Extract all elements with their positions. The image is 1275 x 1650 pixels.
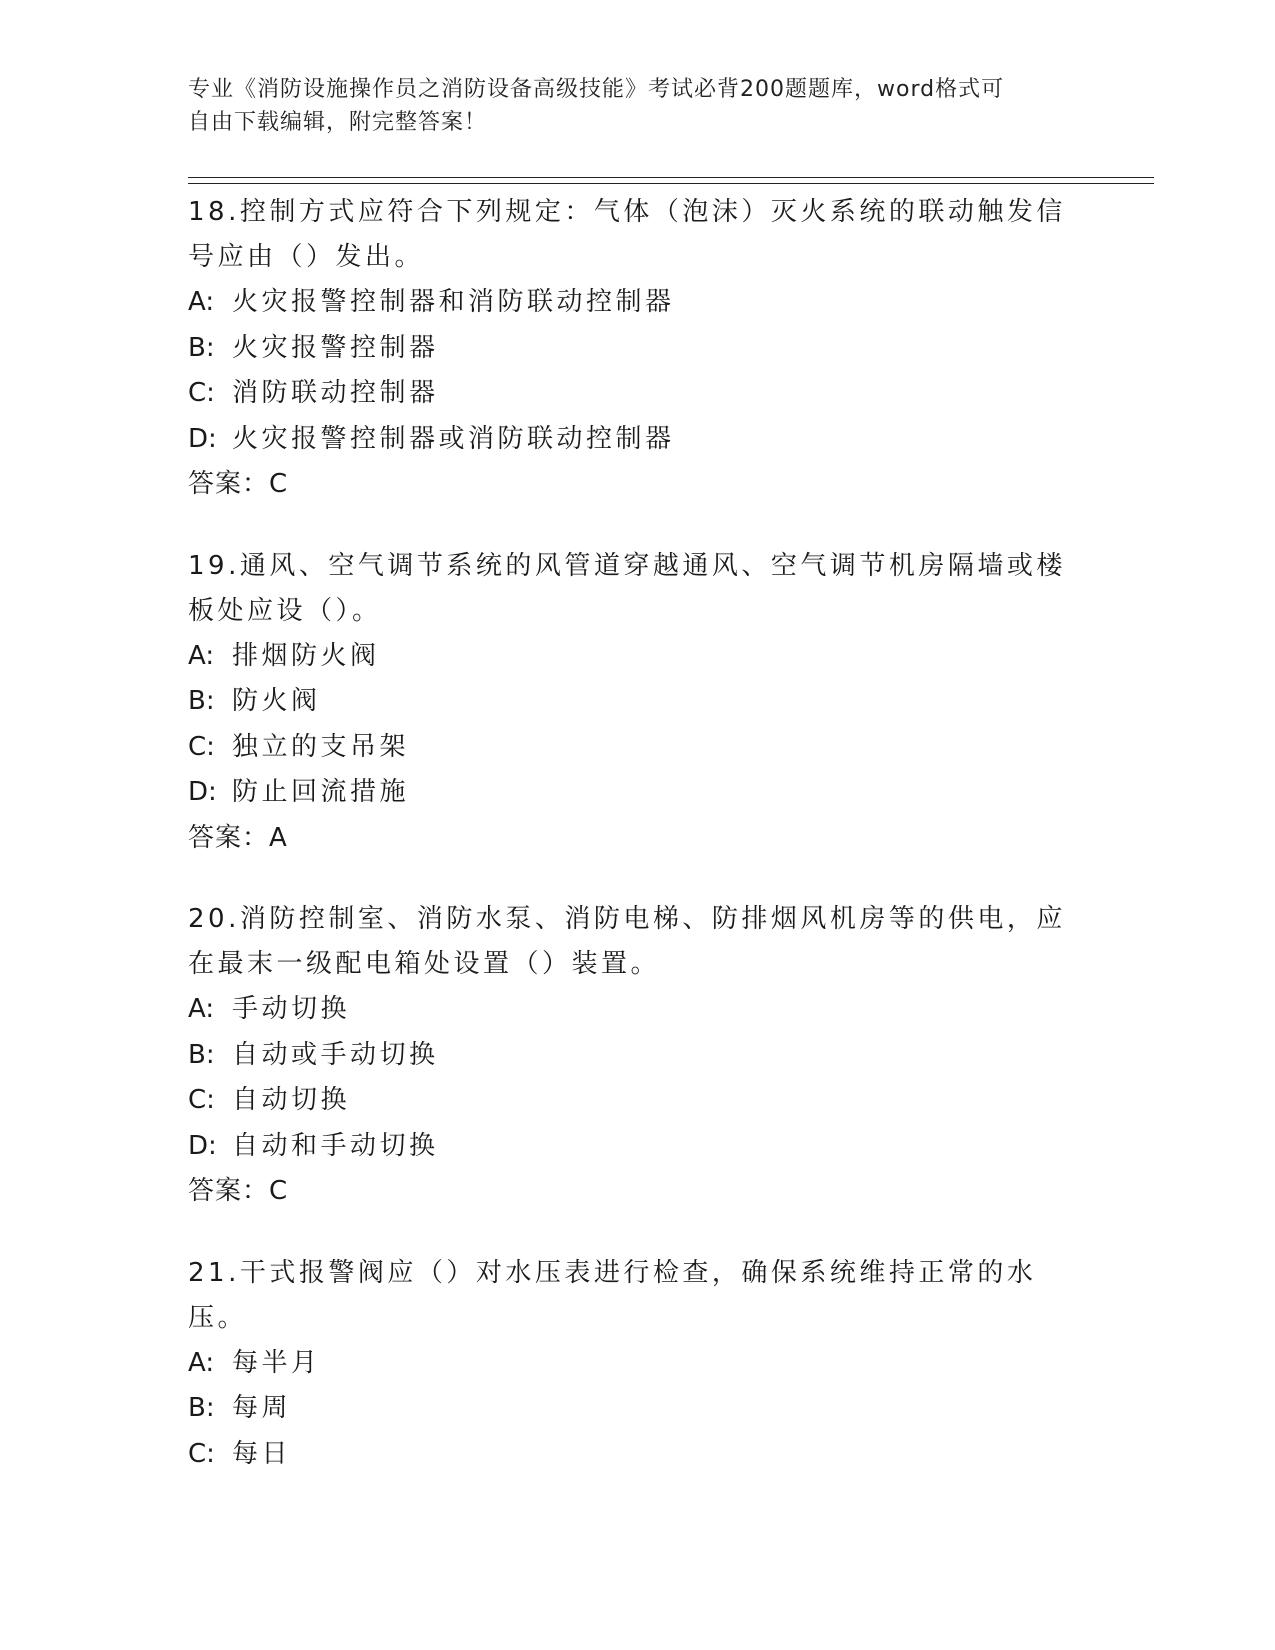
option-text: 火灾报警控制器或消防联动控制器	[232, 423, 675, 454]
option-a	[188, 280, 1088, 326]
option-b	[188, 679, 1088, 725]
option-letter: D:	[188, 423, 217, 454]
answer-line: 答案：C	[188, 469, 289, 499]
option-letter: D:	[188, 777, 217, 807]
option-d	[188, 1124, 1088, 1170]
question-stem: 19.通风、空气调节系统的风管道穿越通风、空气调节机房隔墙或楼板处应设（）。	[188, 550, 1066, 626]
header-divider-bottom	[188, 183, 1154, 184]
option-letter: A:	[188, 994, 215, 1024]
question-18	[188, 190, 1088, 508]
option-list	[188, 280, 1088, 462]
option-letter: A:	[188, 1347, 215, 1378]
option-letter: B:	[188, 332, 215, 363]
answer-line: 答案：C	[188, 1176, 289, 1206]
option-text: 每日	[232, 1438, 292, 1469]
option-letter: D:	[188, 1130, 217, 1161]
document-header	[188, 73, 1068, 139]
option-text: 防火阀	[232, 686, 321, 716]
option-letter: A:	[188, 287, 215, 317]
option-d	[188, 417, 1088, 463]
option-a	[188, 1341, 1088, 1387]
option-text: 手动切换	[232, 994, 351, 1024]
option-letter: B:	[188, 1039, 215, 1070]
option-list	[188, 987, 1088, 1169]
option-a	[188, 987, 1088, 1033]
option-b	[188, 1033, 1088, 1079]
answer-line: 答案：A	[188, 822, 288, 853]
question-stem: 21.干式报警阀应（）对水压表进行检查，确保系统维持正常的水压。	[188, 1257, 1037, 1333]
option-text: 每半月	[232, 1347, 321, 1378]
option-text: 自动或手动切换	[232, 1039, 439, 1070]
question-stem: 18.控制方式应符合下列规定：气体（泡沫）灭火系统的联动触发信号应由（）发出。	[188, 197, 1066, 272]
header-line-2: 自由下载编辑，附完整答案！	[188, 110, 488, 135]
question-21	[188, 1251, 1088, 1478]
option-c	[188, 1432, 1088, 1478]
question-list	[188, 190, 1088, 1513]
option-c	[188, 725, 1088, 771]
option-text: 防止回流措施	[232, 777, 410, 807]
option-letter: B:	[188, 1393, 215, 1423]
option-text: 自动和手动切换	[232, 1130, 439, 1161]
option-b	[188, 326, 1088, 372]
option-a	[188, 634, 1088, 680]
option-text: 自动切换	[232, 1085, 351, 1115]
question-stem: 20.消防控制室、消防水泵、消防电梯、防排烟风机房等的供电，应在最末一级配电箱处设置（）装置。	[188, 904, 1066, 979]
header-divider-top	[188, 177, 1154, 178]
option-d	[188, 770, 1088, 816]
option-letter: C:	[188, 1438, 215, 1469]
option-list	[188, 1341, 1088, 1478]
option-b	[188, 1386, 1088, 1432]
option-letter: A:	[188, 640, 215, 671]
option-c	[188, 1078, 1088, 1124]
question-20	[188, 897, 1088, 1215]
option-letter: C:	[188, 378, 215, 408]
option-text: 火灾报警控制器和消防联动控制器	[232, 287, 675, 317]
question-19	[188, 544, 1088, 862]
option-letter: B:	[188, 686, 215, 716]
header-line-1: 专业《消防设施操作员之消防设备高级技能》考试必背200题题库，word格式可	[188, 77, 1005, 102]
option-text: 独立的支吊架	[232, 731, 410, 762]
option-letter: C:	[188, 1085, 215, 1115]
option-c	[188, 371, 1088, 417]
option-text: 每周	[232, 1393, 292, 1423]
option-letter: C:	[188, 731, 215, 762]
option-text: 火灾报警控制器	[232, 332, 439, 363]
option-list	[188, 634, 1088, 816]
option-text: 排烟防火阀	[232, 640, 380, 671]
option-text: 消防联动控制器	[232, 378, 439, 408]
